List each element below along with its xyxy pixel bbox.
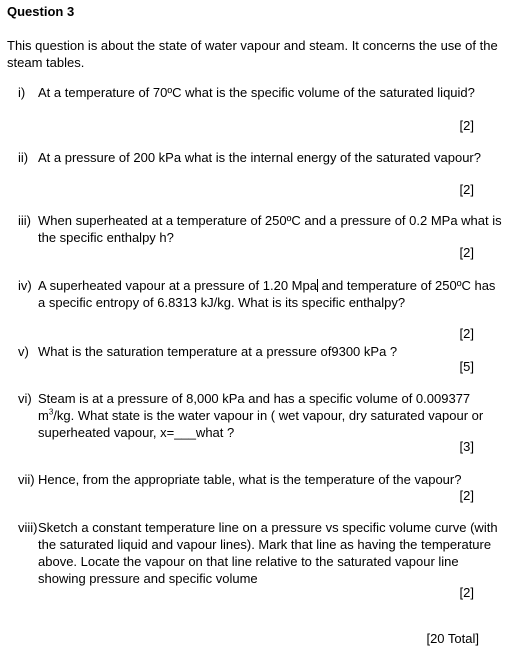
question-mark: [2] xyxy=(459,118,474,133)
question-item xyxy=(18,149,502,166)
question-number: iii) xyxy=(18,213,31,228)
question-item xyxy=(18,471,502,488)
question-mark: [5] xyxy=(459,359,474,374)
question-mark: [2] xyxy=(459,245,474,260)
question-text: Steam is at a pressure of 8,000 kPa and has a specific volume of 0.009377 $m^3/kg$. What state is the water vapour in ( wet vapour, dry saturated vapour or superheated vapour, x=___what ? xyxy=(38,391,484,440)
question-text: At a temperature of 70ºC what is the specific volume of the saturated liquid? xyxy=(38,85,475,100)
question-number: ii) xyxy=(18,150,29,165)
question-number: iv) xyxy=(18,278,32,293)
question-item xyxy=(18,212,502,246)
question-mark: [2] xyxy=(459,326,474,341)
question-text: A superheated vapour at a pressure of 1.20 Mpa and temperature of 250ºC has a specific entropy of 6.8313 kJ/kg. What is its specific enthalpy? xyxy=(38,278,496,310)
question-number: v) xyxy=(18,344,29,359)
question-number: viii) xyxy=(18,520,38,535)
question-item xyxy=(18,277,502,311)
total-marks: [20 Total] xyxy=(426,631,479,646)
question-text: Hence, from the appropriate table, what is the temperature of the vapour? xyxy=(38,472,462,487)
question-item xyxy=(18,343,502,360)
question-text: When superheated at a temperature of 250ºC and a pressure of 0.2 MPa what is the specific enthalpy h? xyxy=(38,213,502,245)
question-mark: [3] xyxy=(459,439,474,454)
question-mark: [2] xyxy=(459,488,474,503)
question-text: At a pressure of 200 kPa what is the internal energy of the saturated vapour? xyxy=(38,150,481,165)
question-text: What is the saturation temperature at a pressure of9300 kPa ? xyxy=(38,344,398,359)
question-text: Sketch a constant temperature line on a pressure vs specific volume curve (with the saturated liquid and vapour lines). Mark that line as having the temperature above. Locate the vapour on that line relative to the saturated vapour line showing pressure and specific volume xyxy=(38,520,498,586)
question-mark: [2] xyxy=(459,182,474,197)
question-number: i) xyxy=(18,85,26,100)
question-item xyxy=(18,390,502,441)
intro-text: This question is about the state of water vapour and steam. It concerns the use of the steam tables. xyxy=(7,38,498,70)
question-mark: [2] xyxy=(459,585,474,600)
question-item xyxy=(18,84,502,101)
question-item xyxy=(18,519,502,587)
question-number: vi) xyxy=(18,391,32,406)
question-title: Question 3 xyxy=(7,4,75,19)
question-number: vii) xyxy=(18,472,35,487)
